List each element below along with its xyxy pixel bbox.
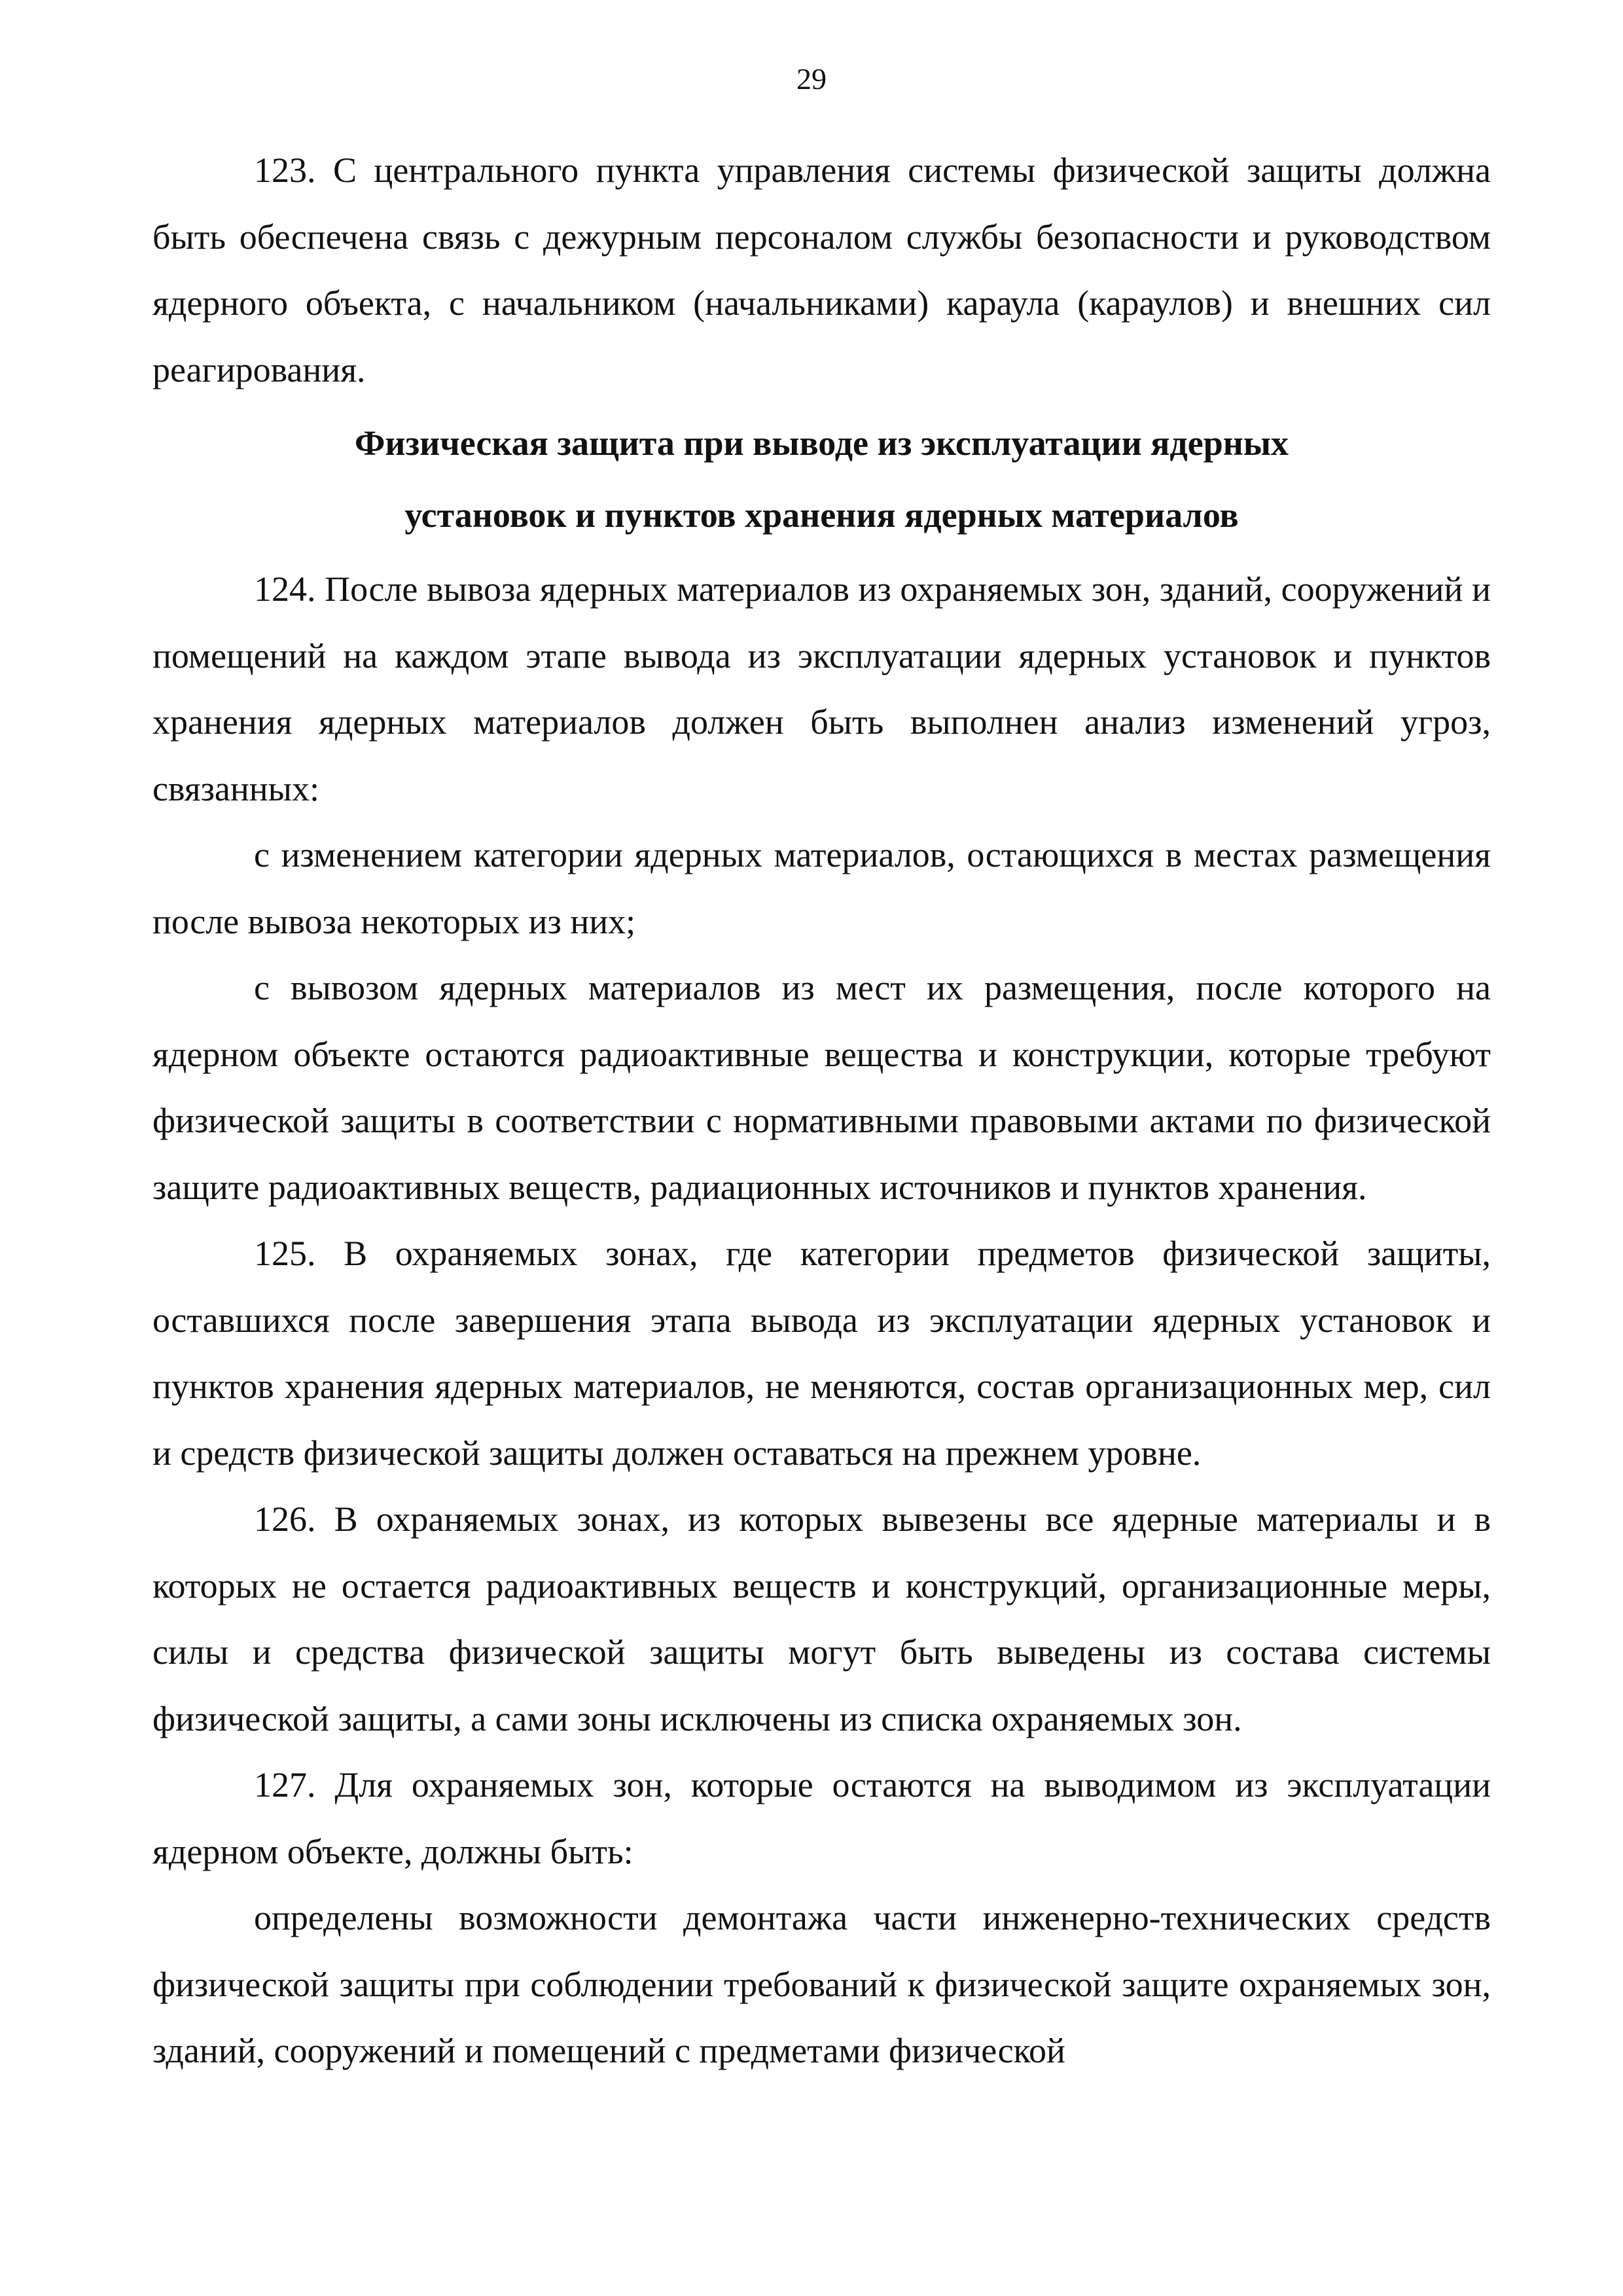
- paragraph-126: 126. В охраняемых зонах, из которых вывезены все ядерные материалы и в которых не остается радиоактивных веществ и конструкций, организационные меры, силы и средства физической защиты могут быть выведены из состава системы физической защиты, а сами зоны исключены из списка охраняемых зон.: [152, 1499, 1491, 1738]
- section-heading-line-1: Физическая защита при выводе из эксплуатации ядерных: [354, 423, 1289, 463]
- section-heading: [152, 407, 1491, 551]
- paragraph-123: 123. С центрального пункта управления системы физической защиты должна быть обеспечена связь с дежурным персоналом службы безопасности и руководством ядерного объекта, с начальником (начальниками) караула (караулов) и внешних сил реагирования.: [152, 151, 1491, 389]
- paragraph-124-item-2: с вывозом ядерных материалов из мест их размещения, после которого на ядерном объекте остаются радиоактивные вещества и конструкции, которые требуют физической защиты в соответствии с нормативными правовыми актами по физической защите радиоактивных веществ, радиационных источников и пунктов хранения.: [152, 968, 1491, 1207]
- page-number: 29: [796, 62, 827, 96]
- paragraph-124: 124. После вывоза ядерных материалов из охраняемых зон, зданий, сооружений и помещений на каждом этапе вывода из эксплуатации ядерных установок и пунктов хранения ядерных материалов должен быть выполнен анализ изменений угроз, связанных:: [152, 569, 1491, 808]
- document-body: [152, 137, 1491, 2085]
- paragraph-127: 127. Для охраняемых зон, которые остаются на выводимом из эксплуатации ядерном объекте, должны быть:: [152, 1765, 1491, 1871]
- paragraph-127-item-1: определены возможности демонтажа части инженерно-технических средств физической защиты при соблюдении требований к физической защите охраняемых зон, зданий, сооружений и помещений с предметами физической: [152, 1898, 1491, 2070]
- paragraph-125: 125. В охраняемых зонах, где категории предметов физической защиты, оставшихся после завершения этапа вывода из эксплуатации ядерных установок и пунктов хранения ядерных материалов, не меняются, состав организационных мер, сил и средств физической защиты должен оставаться на прежнем уровне.: [152, 1234, 1491, 1473]
- paragraph-124-item-1: с изменением категории ядерных материалов, остающихся в местах размещения после вывоза некоторых из них;: [152, 835, 1491, 941]
- section-heading-line-2: установок и пунктов хранения ядерных материалов: [404, 495, 1239, 535]
